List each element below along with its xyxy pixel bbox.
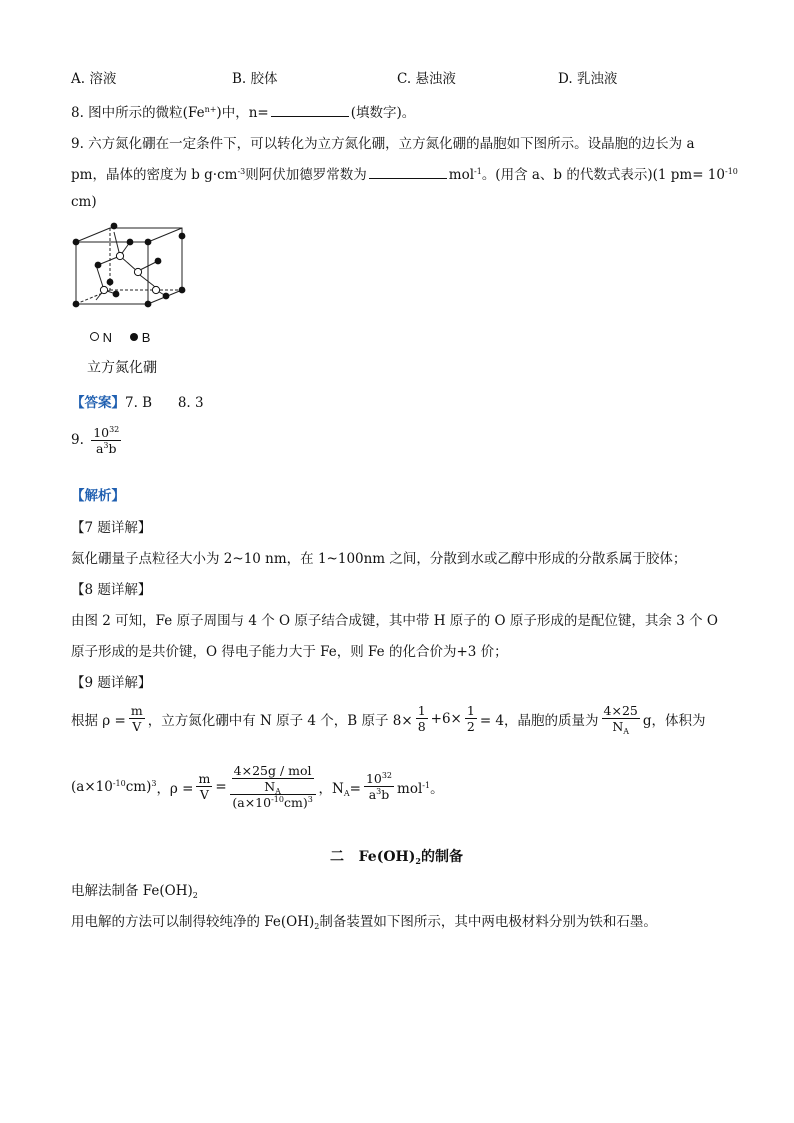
answer-q9: 9. $\frac{10^{32}}{a^3b}$	[71, 425, 120, 457]
n-atom-icon	[90, 332, 99, 341]
b-atom-icon	[130, 333, 138, 341]
analysis-p7: 氮化硼量子点粒径大小为 2~10 nm，在 1~100nm 之间，分散到水或乙醇中形成的分散系属于胶体；	[71, 551, 687, 567]
option-a: A. 溶液	[71, 71, 117, 87]
question-9-line2: pm，晶体的密度为 b $g\cdot cm^{-3}$则阿伏加德罗常数为 mol$^{-1}$。(用含 a、b 的代数式表示)(1 $pm= 10^{-10}$	[71, 167, 738, 183]
section-subtitle: 电解法制备 $Fe(OH)_2$	[71, 883, 198, 900]
option-c: C. 悬浊液	[397, 71, 456, 87]
question-9-line3: cm)	[71, 194, 97, 210]
analysis-p8-line1: 由图 2 可知，Fe 原子周围与 4 个 O 原子结合成键，其中带 H 原子的 O 原子形成的是配位键，其余 3 个 O	[71, 613, 718, 629]
option-b: B. 胶体	[232, 71, 278, 87]
option-d: D. 乳浊液	[558, 71, 618, 87]
analysis-h7: 【7 题详解】	[71, 520, 152, 536]
figure-legend: N B	[90, 330, 150, 345]
analysis-tag: 【解析】	[71, 488, 125, 504]
question-9-line1: 9. 六方氮化硼在一定条件下，可以转化为立方氮化硼，立方氮化硼的晶胞如下图所示。设晶胞的边长为 a	[71, 136, 695, 152]
figure-caption: 立方氮化硼	[87, 360, 157, 376]
section-body: 用电解的方法可以制得较纯净的 $Fe(OH)_2$制备装置如下图所示，其中两电极材料分别为铁和石墨。	[71, 914, 657, 931]
analysis-p9-line2: $(a\times 10^{-10}cm)^3$ ，ρ = $\frac{m}{V}$ = 4×25g / mol $N_A$ $(a\times 10^{-10}cm)^3$ ，$N_A=$ $\frac{10^{32}}{a^3b}$ mol$^{-1}$。	[71, 763, 444, 811]
analysis-p9-line1: 根据 ρ = $\frac{m}{V}$ ，立方氮化硼中有 N 原子 4 个，B 原子 8× $\frac{1}{8}$ +6× $\frac{1}{2}$ = 4，晶胞的质量为 $\frac{4\times 25}{N_A}$ g，体积为	[71, 703, 706, 737]
question-8: 8. 图中所示的微粒$(Fe^{n+})$中，n= (填数字)。	[71, 105, 416, 121]
analysis-h9: 【9 题详解】	[71, 675, 152, 691]
crystal-cell-figure	[68, 220, 193, 320]
answer-blank	[271, 104, 349, 117]
section-title: 二 $Fe(OH)_2$的制备	[330, 849, 463, 866]
analysis-p8-line2: 原子形成的是共价键，O 得电子能力大于 Fe，则 Fe 的化合价为+3 价；	[71, 644, 508, 660]
answer-line: 【答案】7. B 8. 3	[71, 395, 204, 411]
analysis-h8: 【8 题详解】	[71, 582, 152, 598]
answer-blank	[369, 166, 447, 179]
